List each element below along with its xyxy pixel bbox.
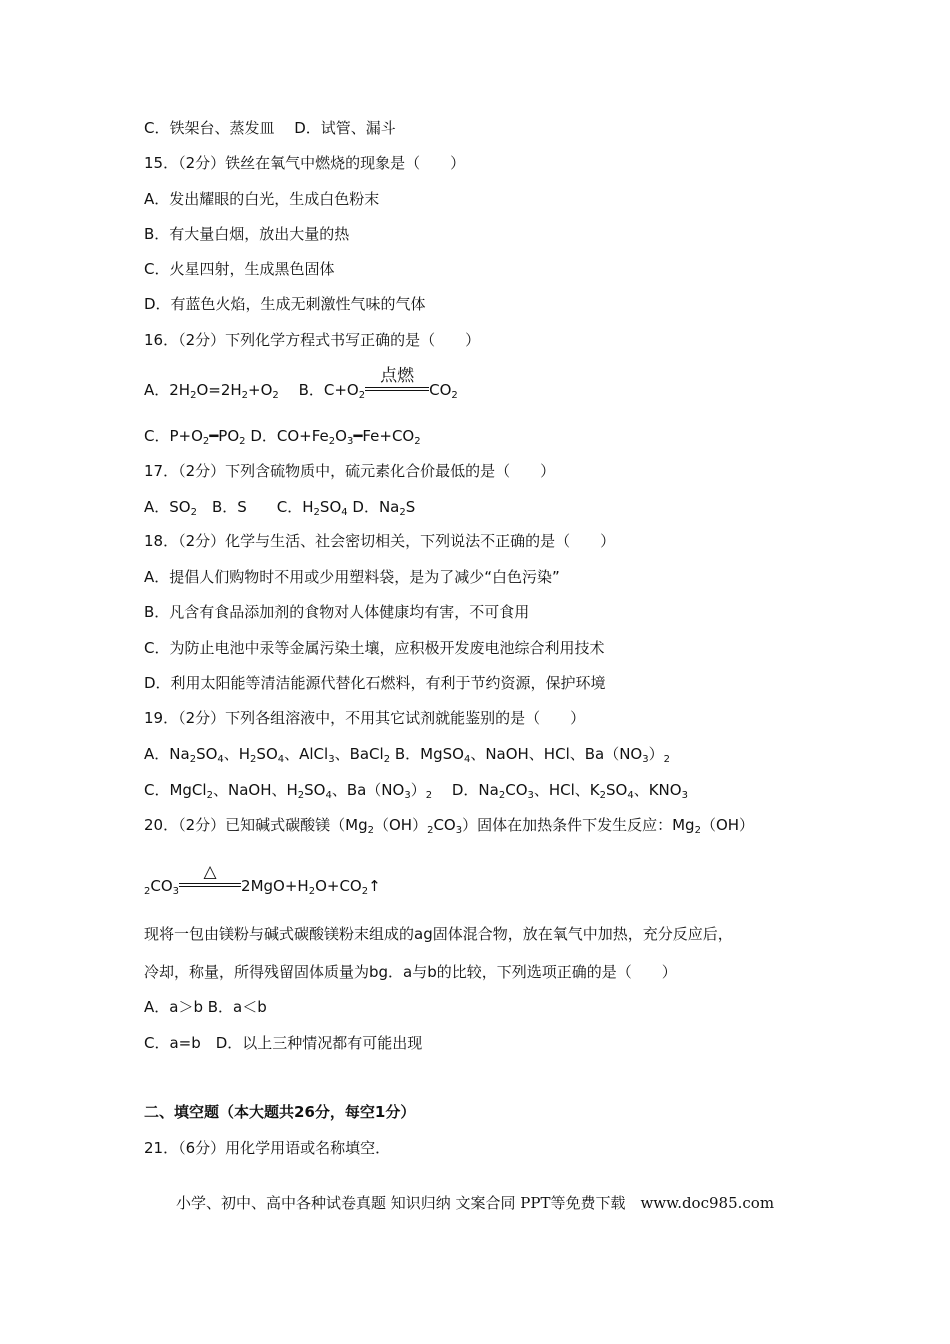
q18-option-a: A．提倡人们购物时不用或少用塑料袋，是为了减少“白色污染” [144, 568, 560, 586]
reaction-condition-arrow [365, 366, 429, 400]
q15-stem: 15．（2分）铁丝在氧气中燃烧的现象是（ ） [144, 154, 466, 172]
q15-option-c: C．火星四射，生成黑色固体 [144, 260, 335, 278]
q15-option-a: A．发出耀眼的白光，生成白色粉末 [144, 190, 380, 208]
q16-options-ab: A．$2H_2O=2H_2+O_2$ B．$C+O_2$ 点燃 $CO_2$ [144, 366, 458, 401]
q19-options-cd: C．MgCl$_2$、NaOH、$H_2SO_4$、$Ba(NO_3)_2$ D．$Na_2CO_3$、HCl、$K_2SO_4$、$KNO_3$ [144, 781, 688, 801]
condition-ignite: 点燃 [380, 366, 415, 386]
q20-paragraph-1: 现将一包由镁粉与碱式碳酸镁粉末组成的ag固体混合物，放在氧气中加热，充分反应后， [144, 925, 733, 943]
q18-option-d: D．利用太阳能等清洁能源代替化石燃料，有利于节约资源，保护环境 [144, 674, 606, 692]
q16-options-cd: C．$P+O_2━PO_2$ D．$CO+Fe_2O_3━Fe+CO_2$ [144, 427, 421, 447]
page-footer: 小学、初中、高中各种试卷真题 知识归纳 文案合同 PPT等免费下载 www.doc985.com [175, 1194, 775, 1212]
q16-stem: 16．（2分）下列化学方程式书写正确的是（ ） [144, 331, 481, 349]
q19-stem: 19．（2分）下列各组溶液中，不用其它试剂就能鉴别的是（ ） [144, 709, 586, 727]
q15-option-b: B．有大量白烟，放出大量的热 [144, 225, 350, 243]
section-heading: 二、填空题（本大题共26分，每空1分） [144, 1103, 416, 1121]
q18-option-c: C．为防止电池中汞等金属污染土壤，应积极开发废电池综合利用技术 [144, 639, 605, 657]
q20-paragraph-2: 冷却，称量，所得残留固体质量为bg．a与b的比较，下列选项正确的是（ ） [144, 963, 677, 981]
q19-options-ab: A．$Na_2SO_4$、$H_2SO_4$、AlCl$_3$、BaCl$_2$ B．MgSO$_4$、NaOH、HCl、$Ba(NO_3)_2$ [144, 745, 671, 765]
q17-stem: 17．（2分）下列含硫物质中，硫元素化合价最低的是（ ） [144, 462, 556, 480]
condition-heat: △ [203, 862, 217, 882]
q14-options-cd: C．铁架台、蒸发皿 D．试管、漏斗 [144, 119, 396, 137]
q15-option-d: D．有蓝色火焰，生成无刺激性气味的气体 [144, 295, 426, 313]
q18-option-b: B．凡含有食品添加剂的食物对人体健康均有害，不可食用 [144, 603, 530, 621]
q20-stem: 20．（2分）已知碱式碳酸镁$(Mg_2(OH)_2CO_3)$固体在加热条件下发生反应：$Mg_2(OH)$ [144, 816, 755, 836]
q20-equation: $_2CO_3$ △ $2MgO+H_2O+CO_2↑$ [144, 862, 381, 897]
q21-stem: 21．（6分）用化学用语或名称填空． [144, 1139, 391, 1157]
q20-options-cd: C．a=b D．以上三种情况都有可能出现 [144, 1034, 423, 1052]
q17-options: A．$SO_2$ B．S C．$H_2SO_4$ D．$Na_2S$ [144, 498, 416, 518]
q20-options-ab: A．a＞b B．a＜b [144, 998, 267, 1016]
q18-stem: 18．（2分）化学与生活、社会密切相关，下列说法不正确的是（ ） [144, 532, 616, 550]
reaction-condition-arrow [179, 862, 241, 896]
